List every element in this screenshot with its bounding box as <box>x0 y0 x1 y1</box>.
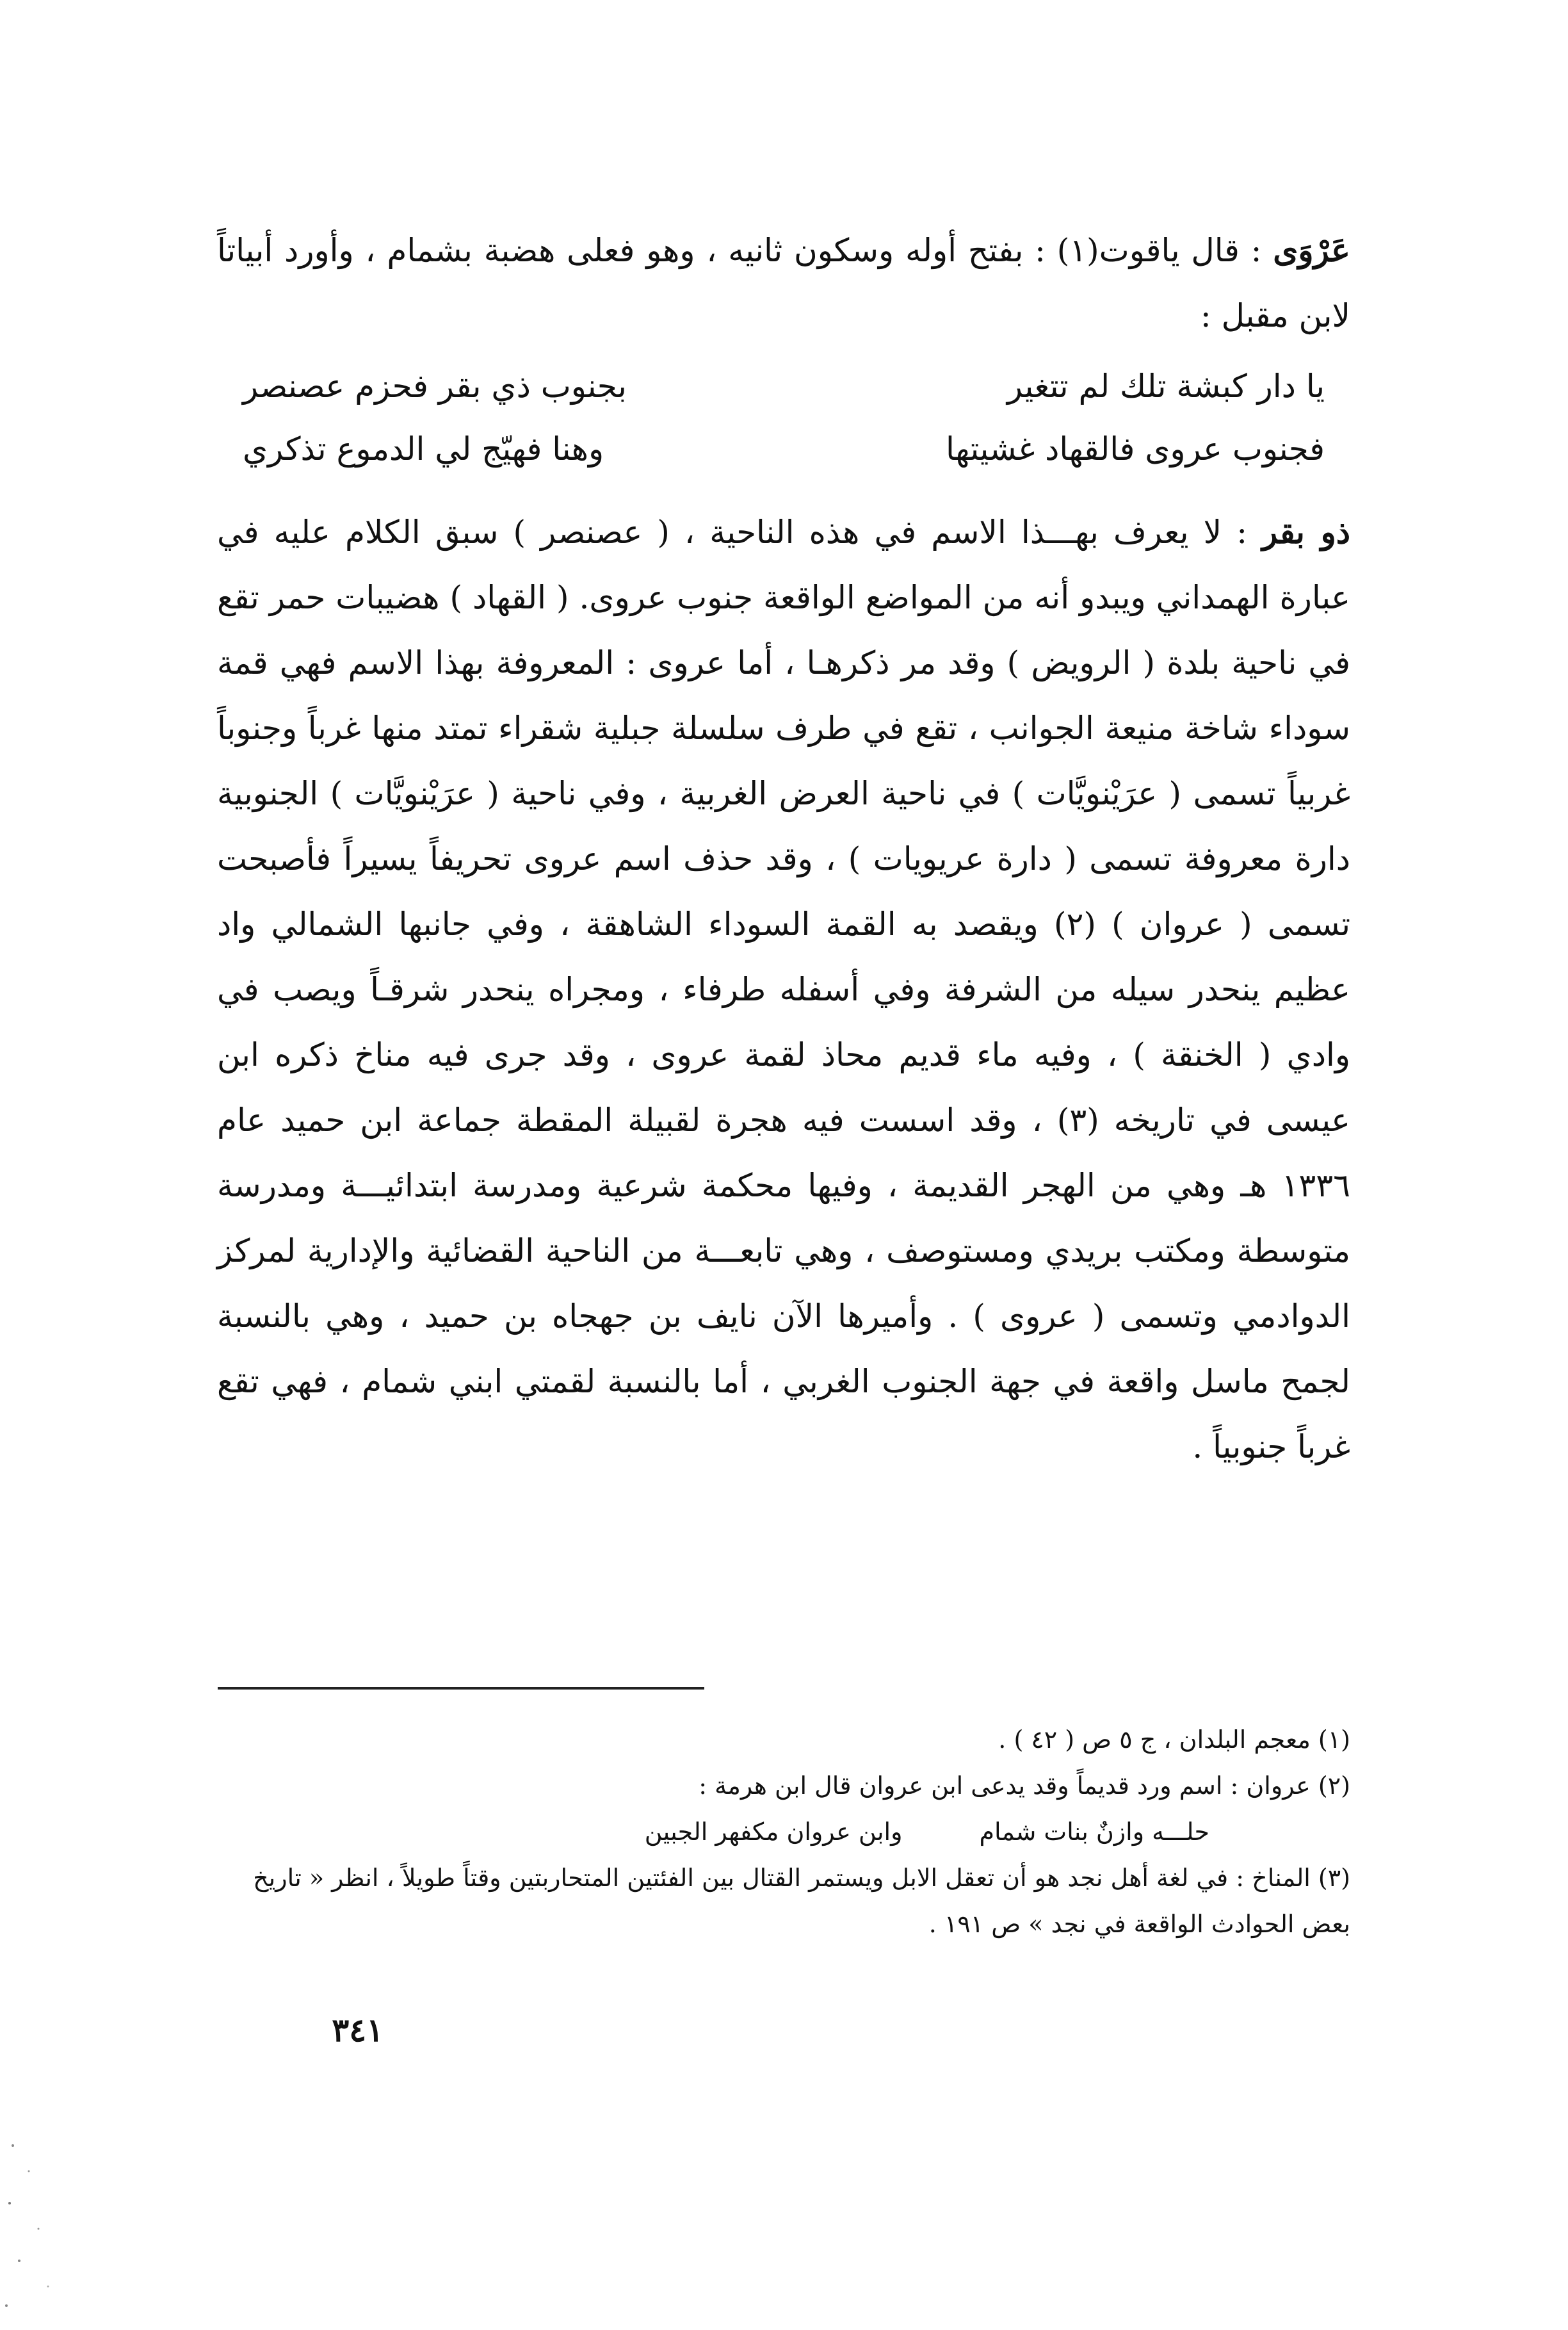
verse-second-hemistich: بجنوب ذي بقر فحزم عصنصر <box>243 368 627 405</box>
paragraph-arwa-entry <box>217 218 1350 348</box>
verse-line <box>243 418 1325 480</box>
footnote-2: (٢) عروان : اسم ورد قديماً وقد يدعى ابن عروان قال ابن هرمة : <box>699 1772 1350 1800</box>
verse-first-hemistich: فجنوب عروى فالقهاد غشيتها <box>946 430 1325 468</box>
entry-text: : لا يعرف بهـــذا الاسم في هذه الناحية ، ( عصنصر ) سبق الكلام عليه في عبارة الهمداني ويبدو أنه من المواضع الواقعة جنوب عروى. ( القهاد ) هضيبات حمر تقع في ناحية بلدة ( الرويض ) وقد مر ذكرهـا ، أما عروى : المعروفة بهذا الاسم فهي قمة سوداء شاخة منيعة الجوانب ، تقع في طرف سلسلة جبلية شقراء تمتد منها غرباً وجنوباً غربياً تسمى ( عرَيْنويَّات ) في ناحية العرض الغربية ، وفي ناحية ( عرَيْنويَّات ) الجنوبية دارة معروفة تسمى ( دارة عريويات ) ، وقد حذف اسم عروى تحريفاً يسيراً فأصبحت تسمى ( عروان ) (٢) ويقصد به القمة السوداء الشاهقة ، وفي جانبها الشمالي واد عظيم ينحدر سيله من الشرفة وفي أسفله طرفاء ، ومجراه ينحدر شرقـاً ويصب في وادي ( الخنقة ) ، وفيه ماء قديم محاذ لقمة عروى ، وقد جرى فيه مناخ ذكره ابن عيسى في تاريخه (٣) ، وقد اسست فيه هجرة لقبيلة المقطة جماعة ابن حميد عام ١٣٣٦ هـ وهي من الهجر القديمة ، وفيها محكمة شرعية ومدرسة ابتدائيـــة ومدرسة متوسطة ومكتب بريدي ومستوصف ، وهي تابعـــة من الناحية القضائية والإدارية لمركز الدوادمي وتسمى ( عروى ) . وأميرها الآن نايف بن جهجاه بن حميد ، وهي بالنسبة لجمح ماسل واقعة في جهة الجنوب الغربي ، أما بالنسبة لقمتي ابني شمام ، فهي تقع غرباً جنوبياً . <box>217 514 1351 1465</box>
verse-second-hemistich: وهنا فهيّج لي الدموع تذكري <box>243 430 604 468</box>
verse-first-hemistich: يا دار كبشة تلك لم تتغير <box>1006 368 1325 405</box>
footnote-2-verse <box>217 1809 1350 1855</box>
paragraph-dhu-baqar-entry <box>217 500 1350 1479</box>
main-text <box>217 218 1350 1479</box>
footnotes <box>217 1716 1350 1947</box>
footnote-3: (٣) المناخ : في لغة أهل نجد هو أن تعقل الابل ويستمر القتال بين الفئتين المتحاربتين وقتاً طويلاً ، انظر « تاريخ بعض الحوادث الواقعة في نجد » ص ١٩١ . <box>253 1864 1350 1938</box>
scan-noise <box>0 2126 77 2318</box>
entry-headword: ذو بقر <box>1262 513 1350 551</box>
footnote-1: (١) معجم البلدان ، ج ٥ ص ( ٤٢ ) . <box>998 1725 1350 1754</box>
verse-line <box>243 355 1325 418</box>
page-number: ٣٤١ <box>332 2011 384 2049</box>
entry-headword: عَرْوَى <box>1273 231 1350 269</box>
poem-verses <box>217 355 1350 480</box>
footnote-verse-second: وابن عروان مكفهر الجبين <box>644 1818 903 1846</box>
entry-text: : قال ياقوت(١) : بفتح أوله وسكون ثانيه ، وهو فعلى هضبة بشمام ، وأورد أبياتاً لابن مقبل : <box>217 232 1350 334</box>
footnote-divider <box>218 1687 704 1690</box>
footnote-verse-first: حلـــه وازنٌ بنات شمام <box>979 1818 1209 1846</box>
